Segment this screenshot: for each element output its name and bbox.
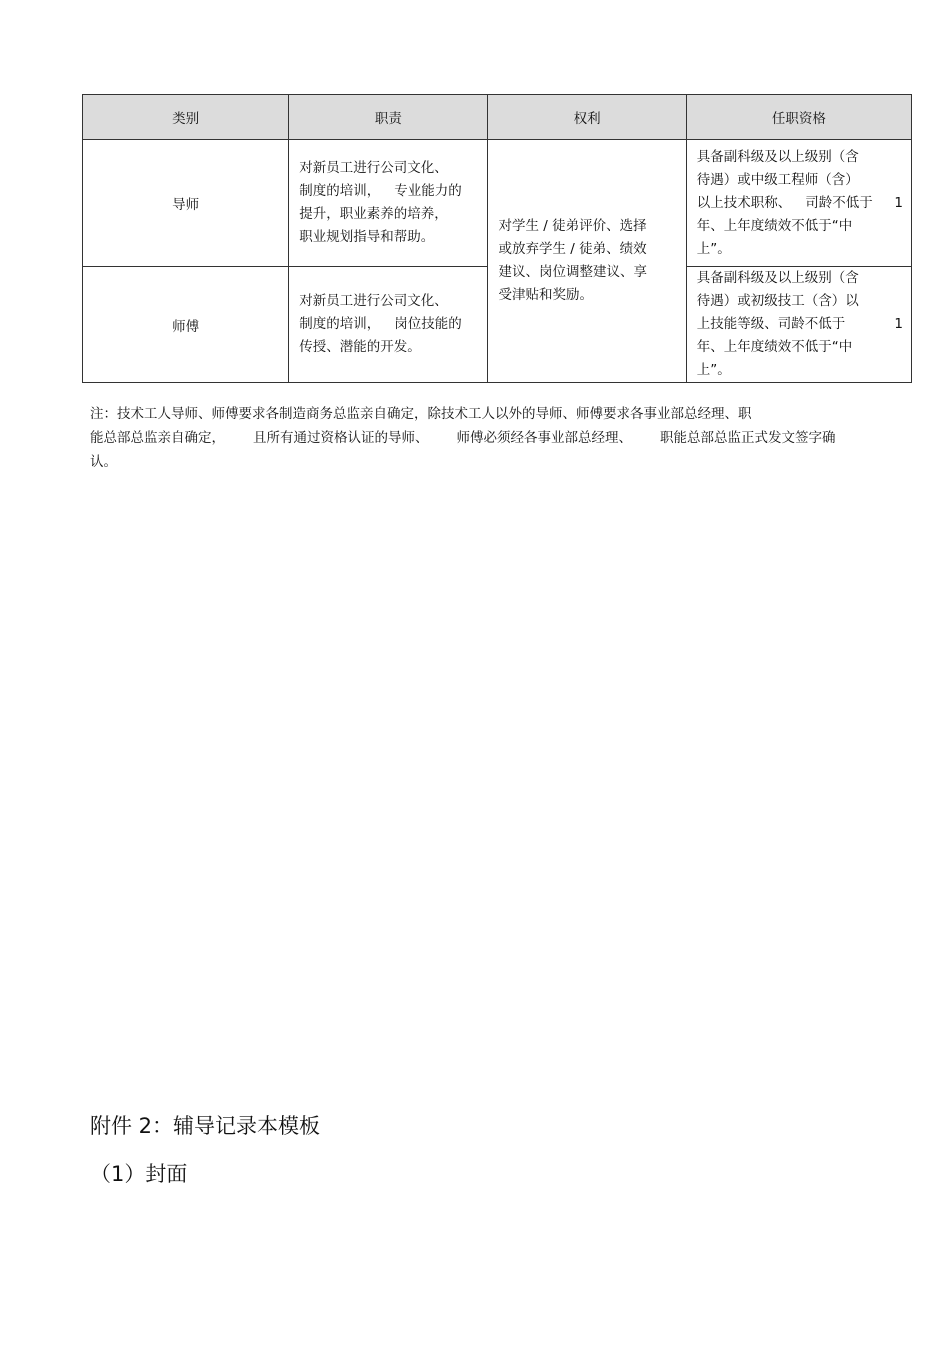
header-rights: 权利	[488, 95, 686, 140]
qual-number: 1	[894, 316, 903, 332]
duty-line: 对新员工进行公司文化、	[299, 293, 448, 309]
qual-line: 待遇）或中级工程师（含）	[696, 171, 859, 188]
qual-fragment: 司龄不低于	[805, 194, 873, 211]
rights-line: 或放弃学生 / 徒弟、绩效	[498, 241, 647, 257]
note-line	[90, 426, 890, 450]
qual-line: 年、上年度绩效不低于“中	[696, 339, 853, 355]
duty-line: 对新员工进行公司文化、	[299, 160, 448, 176]
note-fragment: 且所有通过资格认证的导师、	[253, 430, 429, 446]
qual-line: 待遇）或初级技工（含）以	[696, 293, 859, 309]
category-cell-mentor: 导师	[83, 140, 289, 267]
table-header-row	[83, 95, 912, 140]
role-table	[82, 94, 912, 383]
qual-line	[697, 192, 903, 215]
qual-line: 年、上年度绩效不低于“中	[696, 217, 853, 234]
duty-fragment: 制度的培训，	[299, 183, 381, 199]
qual-line	[697, 313, 903, 336]
section-label: （1）封面	[90, 1162, 188, 1186]
attachment-title: 附件 2：辅导记录本模板	[90, 1114, 321, 1138]
duty-line: 职业规划指导和帮助。	[299, 229, 435, 245]
rights-cell	[488, 140, 686, 383]
duty-cell-mentor	[289, 140, 488, 267]
rights-line: 受津贴和奖励。	[498, 287, 593, 303]
duty-line	[299, 180, 477, 203]
qual-fragment: 上技能等级、司龄不低于	[696, 316, 846, 332]
duty-fragment: 岗位技能的	[394, 316, 462, 332]
duty-cell-master	[289, 267, 488, 383]
rights-line: 对学生 / 徒弟评价、选择	[498, 218, 647, 234]
duty-line: 提升，职业素养的培养，	[299, 206, 448, 222]
qual-fragment: 以上技术职称、	[696, 194, 792, 211]
duty-fragment: 制度的培训，	[299, 316, 381, 332]
note-line: 注：技术工人导师、师傅要求各制造商务总监亲自确定，除技术工人以外的导师、师傅要求各事业部总经理、职	[90, 406, 752, 422]
qual-line: 具备副科级及以上级别（含	[696, 270, 859, 286]
table-note	[90, 402, 890, 474]
header-category: 类别	[83, 95, 289, 140]
header-qualification: 任职资格	[686, 95, 911, 140]
note-line: 认。	[90, 454, 117, 470]
header-duty: 职责	[289, 95, 488, 140]
duty-line: 传授、潜能的开发。	[299, 339, 421, 355]
rights-line: 建议、岗位调整建议、享	[498, 264, 647, 280]
qual-line: 上”。	[696, 240, 731, 257]
duty-line	[299, 313, 477, 336]
qualification-cell-master	[686, 267, 911, 383]
qual-number: 1	[894, 194, 903, 211]
note-fragment: 能总部总监亲自确定，	[90, 430, 225, 446]
category-cell-master: 师傅	[83, 267, 289, 383]
note-fragment: 职能总部总监正式发文签字确	[660, 430, 836, 446]
qual-line: 具备副科级及以上级别（含	[696, 148, 859, 165]
qualification-cell-mentor	[686, 140, 911, 267]
duty-fragment: 专业能力的	[394, 183, 462, 199]
qual-line: 上”。	[696, 362, 731, 378]
note-fragment: 师傅必须经各事业部总经理、	[456, 430, 632, 446]
table-row-mentor	[83, 140, 912, 267]
